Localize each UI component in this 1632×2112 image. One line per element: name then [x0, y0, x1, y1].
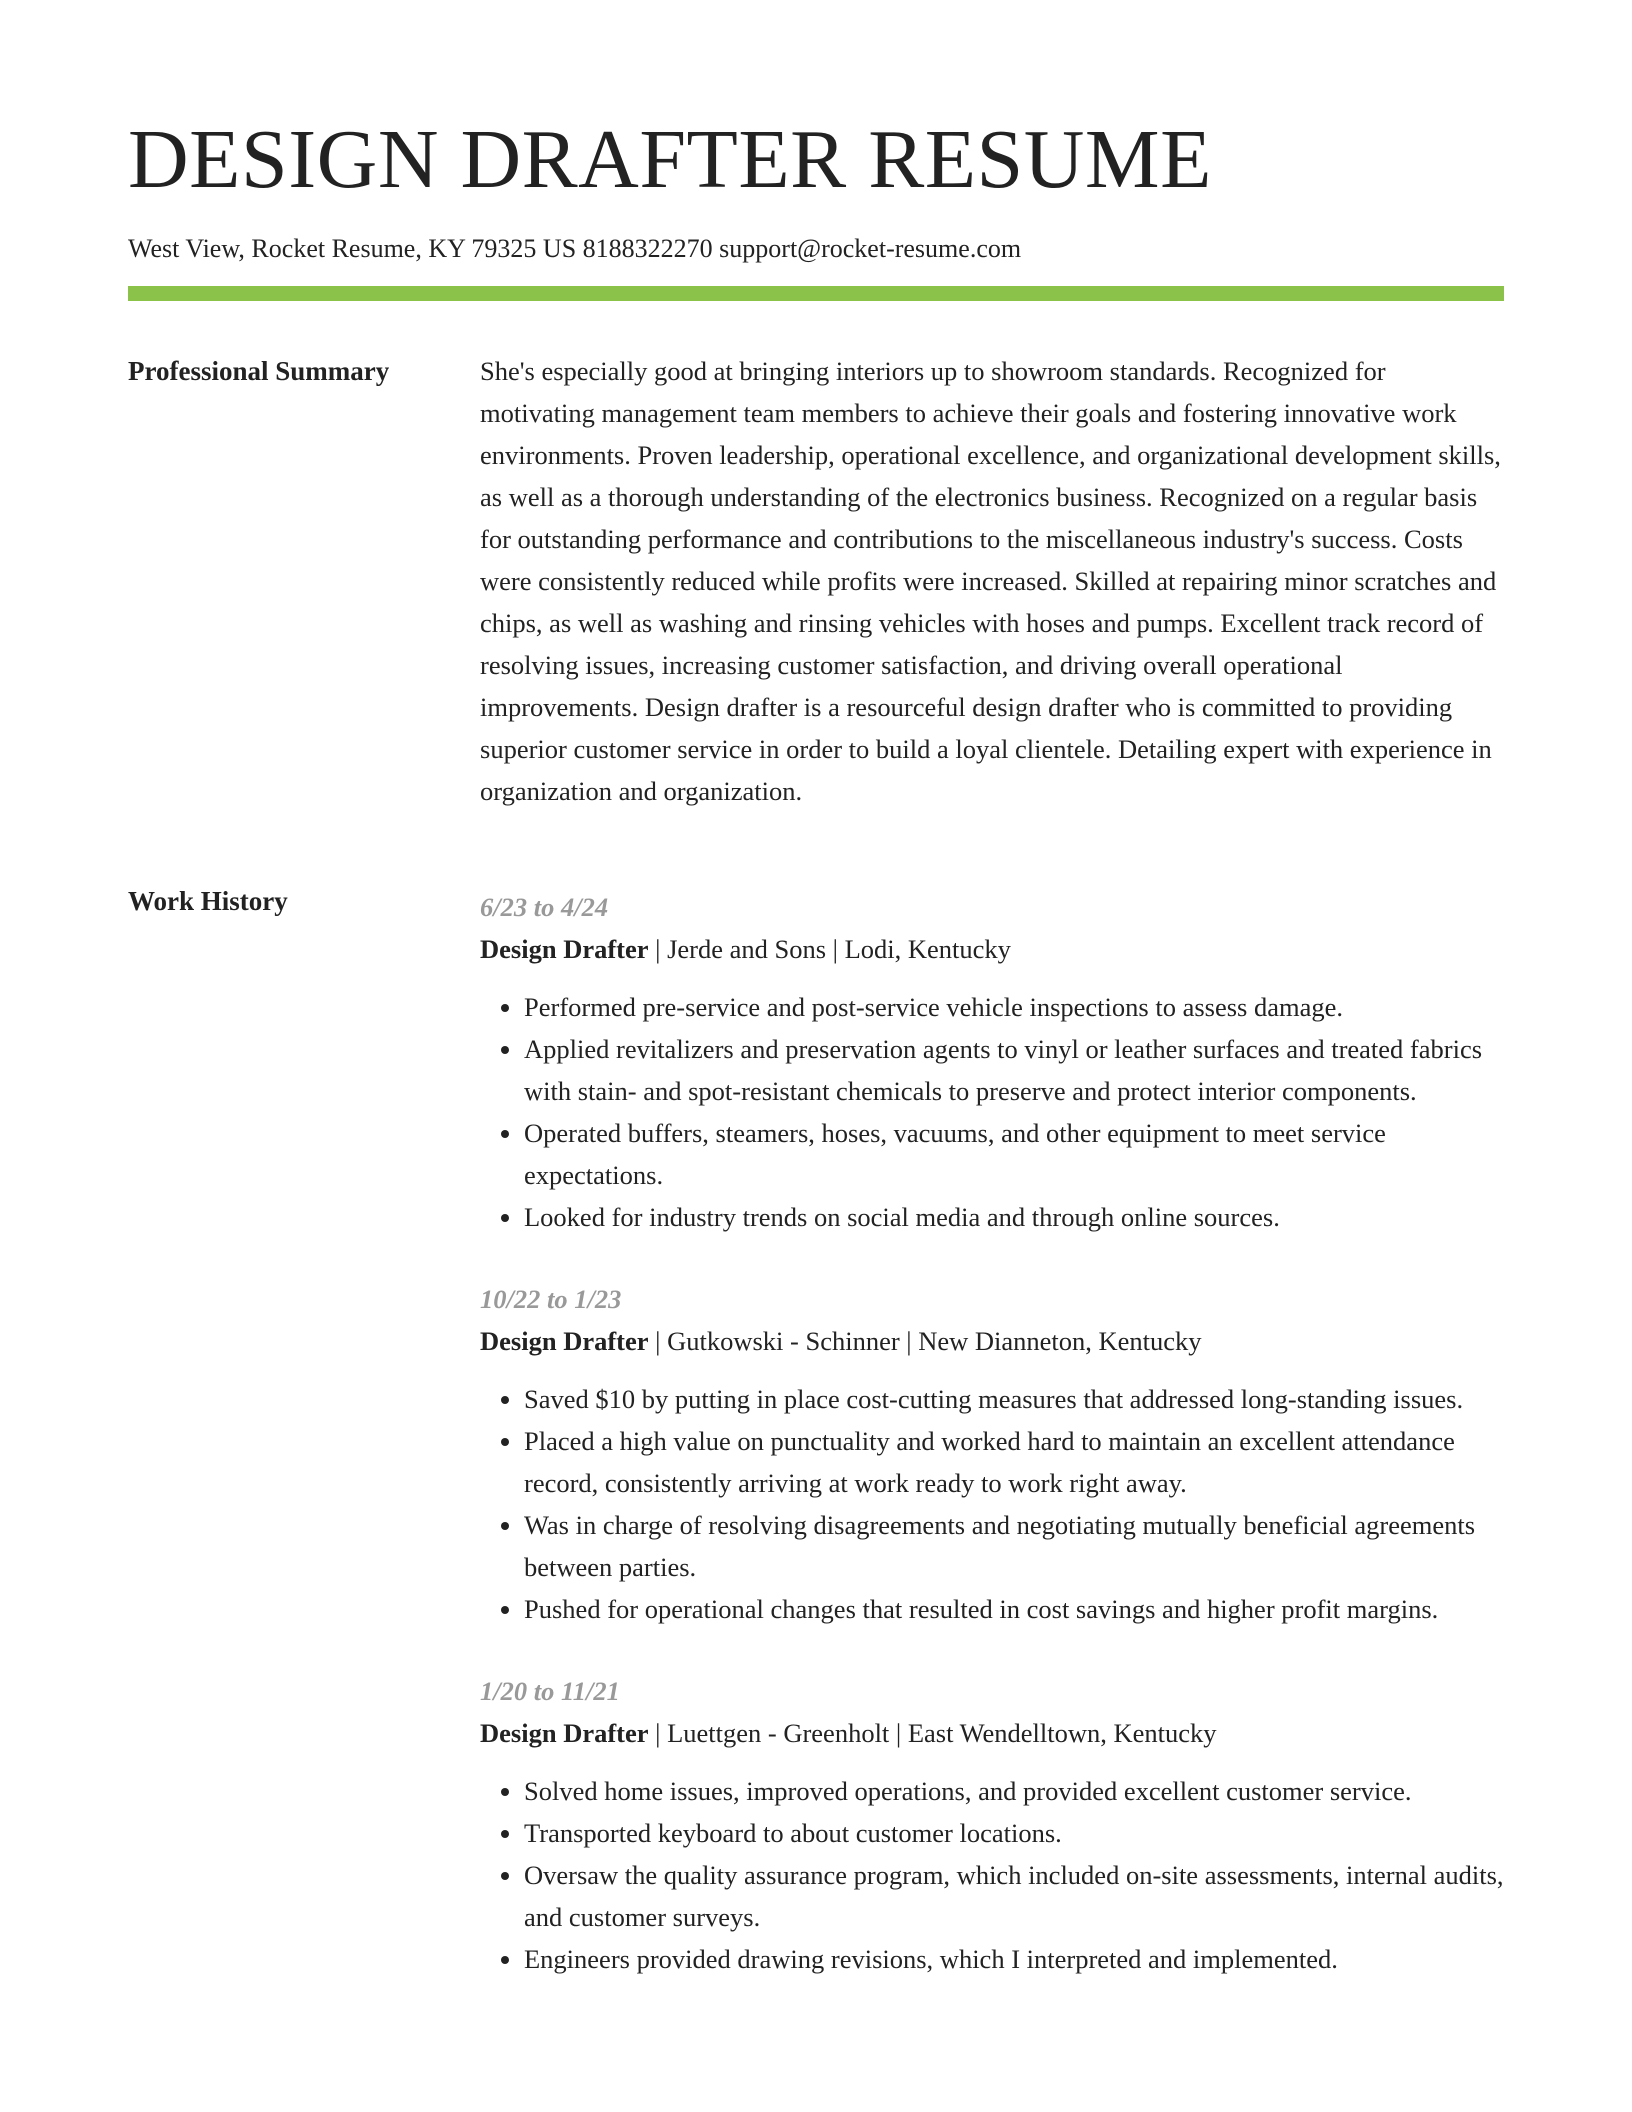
summary-text: She's especially good at bringing interiors up to showroom standards. Recognized for motivating management team members to achieve their goals and fostering innovative work environments. Proven leadership, operational excellence, and organizational development skills, as well as a thorough understanding of the electronics business. Recognized on a regular basis for outstanding performance and contributions to the miscellaneous industry's success. Costs were consistently reduced while profits were increased. Skilled at repairing minor scratches and chips, as well as washing and rinsing vehicles with hoses and pumps. Excellent track record of resolving issues, increasing customer satisfaction, and driving overall operational improvements. Design drafter is a resourceful design drafter who is committed to providing superior customer service in order to build a loyal clientele. Detailing expert with experience in organization and organization.	[480, 356, 1501, 806]
work-entry-role: Design Drafter	[480, 1718, 649, 1748]
work-entry-role-line	[480, 1712, 1504, 1754]
work-history-section-label: Work History	[128, 886, 288, 916]
work-entry-bullets	[480, 1770, 1504, 1980]
list-item: • Engineers provided drawing revisions, which I interpreted and implemented.	[524, 1938, 1504, 1980]
list-item: • Looked for industry trends on social media and through online sources.	[524, 1196, 1504, 1238]
resume-title: DESIGN DRAFTER RESUME	[128, 113, 1212, 206]
work-entry-company-location: | Gutkowski - Schinner | New Dianneton, Kentucky	[648, 1326, 1202, 1356]
work-entry-role: Design Drafter	[480, 934, 649, 964]
work-entry-company-location: | Jerde and Sons | Lodi, Kentucky	[648, 934, 1011, 964]
list-item: • Placed a high value on punctuality and worked hard to maintain an excellent attendance record, consistently arriving at work ready to work right away.	[524, 1420, 1504, 1504]
work-entry	[480, 1278, 1504, 1630]
work-entry	[480, 886, 1504, 1238]
work-entry-bullets	[480, 986, 1504, 1238]
work-history-list	[480, 886, 1504, 1980]
list-item: • Was in charge of resolving disagreements and negotiating mutually beneficial agreements between parties.	[524, 1504, 1504, 1588]
list-item: • Applied revitalizers and preservation agents to vinyl or leather surfaces and treated fabrics with stain- and spot-resistant chemicals to preserve and protect interior components.	[524, 1028, 1504, 1112]
work-entry-company-location: | Luettgen - Greenholt | East Wendelltown, Kentucky	[648, 1718, 1217, 1748]
list-item: • Pushed for operational changes that resulted in cost savings and higher profit margins.	[524, 1588, 1504, 1630]
work-entry-role-line	[480, 928, 1504, 970]
list-item: • Saved $10 by putting in place cost-cutting measures that addressed long-standing issues.	[524, 1378, 1504, 1420]
list-item: • Performed pre-service and post-service vehicle inspections to assess damage.	[524, 986, 1504, 1028]
work-entry-role: Design Drafter	[480, 1326, 649, 1356]
work-entry-role-line	[480, 1320, 1504, 1362]
contact-line: West View, Rocket Resume, KY 79325 US 8188322270 support@rocket-resume.com	[128, 234, 1022, 263]
list-item: • Operated buffers, steamers, hoses, vacuums, and other equipment to meet service expectations.	[524, 1112, 1504, 1196]
work-entry	[480, 1670, 1504, 1980]
work-entry-dates: 6/23 to 4/24	[480, 892, 609, 922]
work-entry-bullets	[480, 1378, 1504, 1630]
list-item: • Solved home issues, improved operations, and provided excellent customer service.	[524, 1770, 1504, 1812]
summary-section-label: Professional Summary	[128, 356, 390, 386]
work-entry-dates: 10/22 to 1/23	[480, 1284, 622, 1314]
list-item: • Transported keyboard to about customer locations.	[524, 1812, 1504, 1854]
accent-rule	[128, 286, 1504, 301]
list-item: • Oversaw the quality assurance program, which included on-site assessments, internal audits, and customer surveys.	[524, 1854, 1504, 1938]
work-entry-dates: 1/20 to 11/21	[480, 1676, 620, 1706]
